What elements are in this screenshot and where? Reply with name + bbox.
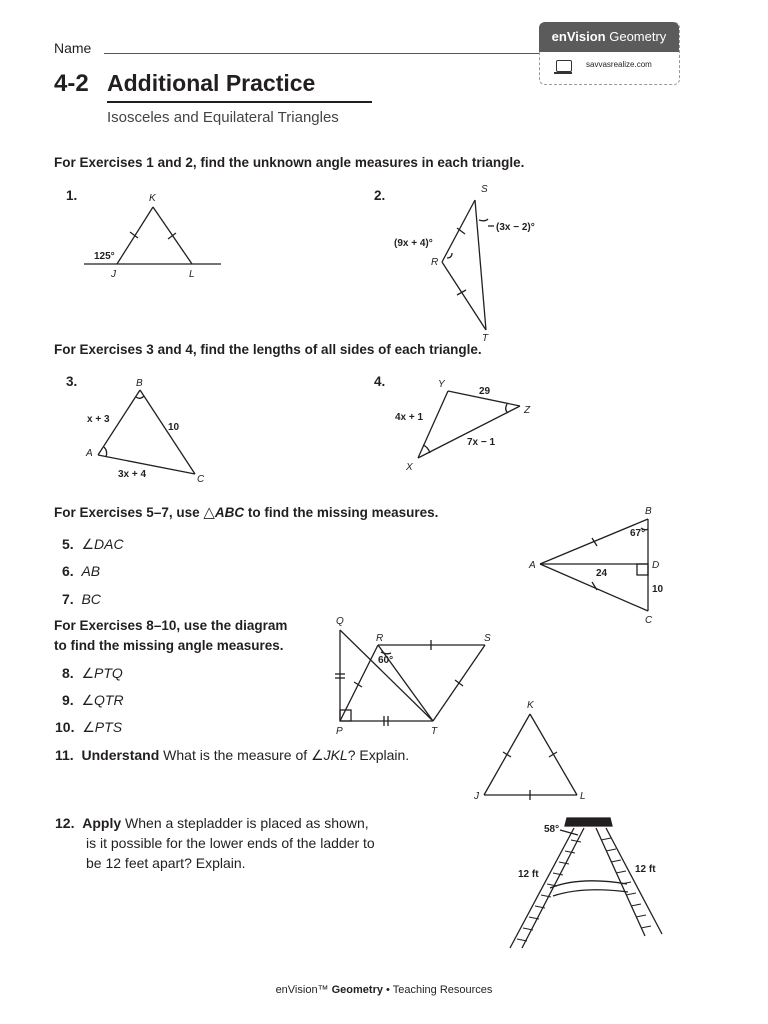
label-Q: Q <box>336 616 344 627</box>
instructions-3-4: For Exercises 3 and 4, find the lengths of all sides of each triangle. <box>54 342 482 357</box>
stepladder-figure <box>510 818 662 948</box>
side-AD: 24 <box>596 568 608 579</box>
exercise-5: 5. ∠DAC <box>62 536 124 552</box>
label-P: P <box>336 726 343 737</box>
lesson-title: Additional Practice <box>107 70 316 96</box>
exercise-11: 11. Understand What is the measure of ∠JKL? Explain. <box>55 747 410 763</box>
exercise-1-number: 1. <box>66 188 78 203</box>
exercise-2-number: 2. <box>374 188 386 203</box>
label-S: S <box>484 633 491 644</box>
figure-jkl-triangle <box>484 714 577 800</box>
label-J1: J <box>111 269 116 280</box>
label-R2: R <box>431 257 439 268</box>
angle-67: 67° <box>630 528 646 539</box>
exercise-12-line1: 12. Apply When a stepladder is placed as shown, <box>55 815 369 831</box>
page-footer: enVision™ Geometry • Teaching Resources <box>275 984 493 996</box>
name-label: Name <box>54 40 92 56</box>
lesson-number: 4-2 <box>54 70 89 97</box>
label-T2: T <box>482 333 489 344</box>
figure-3-triangle <box>98 390 195 474</box>
brand-logo: enVision Geometry <box>539 22 679 52</box>
label-L11: L <box>580 791 586 802</box>
label-Y4: Y <box>438 379 445 390</box>
side-AC: 3x + 4 <box>118 469 147 480</box>
side-XZ: 7x − 1 <box>467 437 496 448</box>
figure-pqrst <box>335 630 485 726</box>
label-L1: L <box>189 269 195 280</box>
label-T: T <box>431 726 438 737</box>
label-A-abc: A <box>529 560 536 571</box>
label-R: R <box>376 633 384 644</box>
exercise-6: 6. AB <box>62 563 101 579</box>
label-S2: S <box>481 184 488 195</box>
ladder-left-length: 12 ft <box>518 869 539 880</box>
side-YZ: 29 <box>479 386 491 397</box>
exercise-12-line2: is it possible for the lower ends of the ladder to <box>86 835 375 851</box>
exercise-8: 8. ∠PTQ <box>62 665 123 681</box>
site-url[interactable]: savvasrealize.com <box>586 60 652 69</box>
ladder-right-length: 12 ft <box>635 864 656 875</box>
label-B-abc: B <box>645 506 652 517</box>
angle-60: 60° <box>378 655 394 666</box>
instructions-8-10-line2: to find the missing angle measures. <box>54 638 284 653</box>
side-DC: 10 <box>652 584 664 595</box>
label-D-abc: D <box>652 560 660 571</box>
side-BC: 10 <box>168 422 180 433</box>
label-K11: K <box>527 700 534 711</box>
exercise-4-number: 4. <box>374 374 386 389</box>
angle-R-expr: (9x + 4)° <box>394 238 433 249</box>
figure-2-triangle <box>442 200 494 330</box>
angle-125: 125° <box>94 251 115 262</box>
instructions-1-2: For Exercises 1 and 2, find the unknown angle measures in each triangle. <box>54 155 525 170</box>
instructions-5-7: For Exercises 5–7, use △ABC to find the missing measures. <box>54 504 439 521</box>
label-C-abc: C <box>645 615 653 626</box>
instructions-8-10-line1: For Exercises 8–10, use the diagram <box>54 618 288 633</box>
angle-58: 58° <box>544 824 560 835</box>
label-X4: X <box>406 462 413 473</box>
label-C3: C <box>197 474 205 485</box>
side-XY: 4x + 1 <box>395 412 424 423</box>
side-AB: x + 3 <box>87 414 110 425</box>
label-A3: A <box>86 448 93 459</box>
label-K1: K <box>149 193 156 204</box>
label-B3: B <box>136 378 143 389</box>
exercise-3-number: 3. <box>66 374 78 389</box>
label-J11: J <box>474 791 479 802</box>
angle-S-expr: (3x − 2)° <box>496 222 535 233</box>
lesson-subtitle: Isosceles and Equilateral Triangles <box>107 109 339 126</box>
exercise-9: 9. ∠QTR <box>62 692 124 708</box>
label-Z4: Z <box>524 405 531 416</box>
exercise-12-line3: be 12 feet apart? Explain. <box>86 855 246 871</box>
exercise-10: 10. ∠PTS <box>55 719 123 735</box>
exercise-7: 7. BC <box>62 591 101 607</box>
